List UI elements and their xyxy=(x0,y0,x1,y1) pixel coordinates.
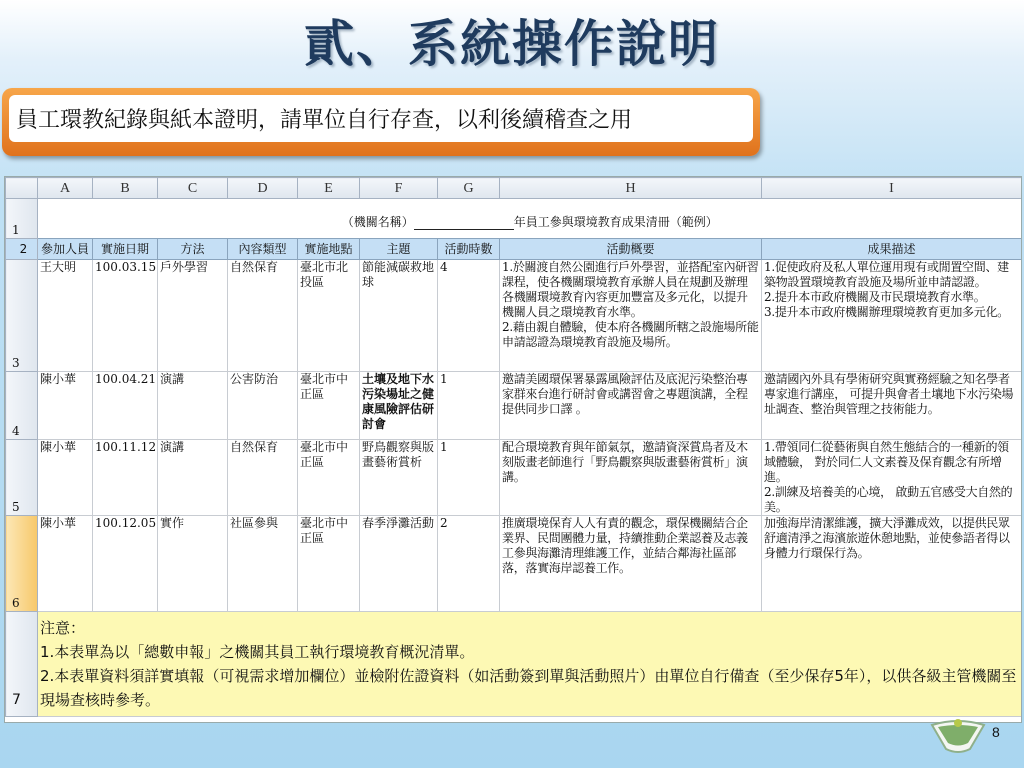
cell-summary[interactable]: 邀請美國環保署暴露風險評估及底泥污染整治專家群來台進行研討會或講習會之專題演講，全程提供同步口譯 。 xyxy=(500,372,762,440)
cell-result[interactable]: 邀請國內外具有學術研究與實務經驗之知名學者專家進行講座， 可提升與會者土壤地下水污染場址調查、整治與管理之技術能力。 xyxy=(762,372,1022,440)
header-topic[interactable]: 主題 xyxy=(360,239,438,260)
cell-summary[interactable]: 推廣環境保育人人有責的觀念，環保機關結合企業界、民間團體力量，持續推動企業認養及志義工參與海灘清理維護工作，並結合鄰海社區部落，落實海岸認養工作。 xyxy=(500,516,762,612)
cell-location[interactable]: 臺北市北投區 xyxy=(298,260,360,372)
cell-location[interactable]: 臺北市中正區 xyxy=(298,372,360,440)
cell-content-type[interactable]: 自然保育 xyxy=(228,260,298,372)
cell-participant[interactable]: 陳小華 xyxy=(38,516,93,612)
cell-result[interactable]: 1.促使政府及私人單位運用現有或閒置空間、建築物設置環境教育設施及場所並申請認證。 2.提升本市政府機關及市民環境教育水準。 3.提升本市政府機關辦理環境教育更加多元化。 xyxy=(762,260,1022,372)
column-header-h[interactable]: H xyxy=(500,178,762,199)
row-number-1[interactable]: 1 xyxy=(6,199,38,239)
column-header-i[interactable]: I xyxy=(762,178,1022,199)
header-result[interactable]: 成果描述 xyxy=(762,239,1022,260)
page-number: 8 xyxy=(992,724,1000,740)
column-header-a[interactable]: A xyxy=(38,178,93,199)
notes-cell[interactable] xyxy=(38,612,1022,717)
cell-content-type[interactable]: 社區參與 xyxy=(228,516,298,612)
cell-summary[interactable]: 配合環境教育與年節氣氛，邀請資深賞鳥者及木刻版畫老師進行「野鳥觀察與版畫藝術賞析」演講。 xyxy=(500,440,762,516)
header-location[interactable]: 實施地點 xyxy=(298,239,360,260)
notes-item-2: 2.本表單資料須詳實填報（可視需求增加欄位）並檢附佐證資料（如活動簽到單與活動照片）由單位自行備查（至少保存5年），以供各級主管機關至現場查核時參考。 xyxy=(40,667,1017,709)
logo-icon xyxy=(930,715,986,755)
table-row xyxy=(6,372,1022,440)
note-banner xyxy=(2,88,760,156)
sheet-title-text: 年員工參與環境教育成果清冊（範例） xyxy=(513,215,718,229)
notes-row xyxy=(6,612,1022,717)
cell-date[interactable]: 100.04.21 xyxy=(93,372,158,440)
cell-hours[interactable]: 1 xyxy=(438,440,500,516)
row-number-3[interactable]: 3 xyxy=(6,260,38,372)
cell-method[interactable]: 實作 xyxy=(158,516,228,612)
header-method[interactable]: 方法 xyxy=(158,239,228,260)
cell-method[interactable]: 演講 xyxy=(158,372,228,440)
cell-summary[interactable]: 1.於關渡自然公園進行戶外學習，並搭配室內研習課程，使各機關環境教育承辦人員在規劃及辦理各機關環境教育內容更加豐富及多元化，以提升機關人員之環境教育水準。 2.藉由親自體驗，使本府各機關所轄之設施場所能申請認證為環境教育設施及場所。 xyxy=(500,260,762,372)
row-number-6[interactable]: 6 xyxy=(6,516,38,612)
row-number-5[interactable]: 5 xyxy=(6,440,38,516)
notes-item-1: 1.本表單為以「總數申報」之機關其員工執行環境教育概況清單。 xyxy=(40,643,475,661)
cell-content-type[interactable]: 自然保育 xyxy=(228,440,298,516)
cell-participant[interactable]: 王大明 xyxy=(38,260,93,372)
cell-result[interactable]: 加強海岸清潔維護，擴大淨灘成效，以提供民眾舒適清淨之海濱旅遊休憩地點，並使參語者得以身體力行環保行為。 xyxy=(762,516,1022,612)
cell-date[interactable]: 100.03.15 xyxy=(93,260,158,372)
table-row xyxy=(6,260,1022,372)
cell-participant[interactable]: 陳小華 xyxy=(38,440,93,516)
sheet-title-cell[interactable] xyxy=(38,199,1022,239)
row-number-2[interactable]: 2 xyxy=(6,239,38,260)
cell-location[interactable]: 臺北市中正區 xyxy=(298,516,360,612)
column-header-e[interactable]: E xyxy=(298,178,360,199)
cell-content-type[interactable]: 公害防治 xyxy=(228,372,298,440)
header-hours[interactable]: 活動時數 xyxy=(438,239,500,260)
cell-topic[interactable]: 土壤及地下水污染場址之健康風險評估研討會 xyxy=(360,372,438,440)
spreadsheet xyxy=(4,176,1022,723)
cell-result[interactable]: 1.帶領同仁從藝術與自然生態結合的一種新的領域體驗， 對於同仁人文素養及保育觀念有所增進。 2.訓練及培養美的心境， 啟動五官感受大自然的美。 xyxy=(762,440,1022,516)
header-summary[interactable]: 活動概要 xyxy=(500,239,762,260)
notes-heading: 注意： xyxy=(40,619,86,637)
header-date[interactable]: 實施日期 xyxy=(93,239,158,260)
cell-date[interactable]: 100.11.12 xyxy=(93,440,158,516)
cell-location[interactable]: 臺北市中正區 xyxy=(298,440,360,516)
header-content-type[interactable]: 內容類型 xyxy=(228,239,298,260)
cell-hours[interactable]: 4 xyxy=(438,260,500,372)
cell-participant[interactable]: 陳小華 xyxy=(38,372,93,440)
cell-topic[interactable]: 節能減碳救地球 xyxy=(360,260,438,372)
note-banner-text: 員工環教紀錄與紙本證明，請單位自行存查，以利後續稽查之用 xyxy=(9,95,753,142)
field-header-row xyxy=(6,239,1022,260)
cell-topic[interactable]: 野鳥觀察與版畫藝術賞析 xyxy=(360,440,438,516)
slide-title: 貳、系統操作說明 xyxy=(304,14,720,73)
header-participant[interactable]: 參加人員 xyxy=(38,239,93,260)
column-header-g[interactable]: G xyxy=(438,178,500,199)
row-number-7[interactable]: 7 xyxy=(6,612,38,717)
table-row xyxy=(6,440,1022,516)
column-header-f[interactable]: F xyxy=(360,178,438,199)
sheet-title-agency: （機關名稱） xyxy=(341,215,414,229)
spreadsheet-grid xyxy=(5,177,1022,717)
cell-hours[interactable]: 1 xyxy=(438,372,500,440)
cell-method[interactable]: 演講 xyxy=(158,440,228,516)
column-header-b[interactable]: B xyxy=(93,178,158,199)
select-all-corner[interactable] xyxy=(6,178,38,199)
cell-hours[interactable]: 2 xyxy=(438,516,500,612)
column-header-d[interactable]: D xyxy=(228,178,298,199)
cell-method[interactable]: 戶外學習 xyxy=(158,260,228,372)
column-header-c[interactable]: C xyxy=(158,178,228,199)
table-row xyxy=(6,516,1022,612)
cell-topic[interactable]: 春季淨灘活動 xyxy=(360,516,438,612)
sheet-title-row xyxy=(6,199,1022,239)
sheet-title-blank xyxy=(414,207,514,230)
row-number-4[interactable]: 4 xyxy=(6,372,38,440)
cell-date[interactable]: 100.12.05 xyxy=(93,516,158,612)
column-header-row xyxy=(6,178,1022,199)
